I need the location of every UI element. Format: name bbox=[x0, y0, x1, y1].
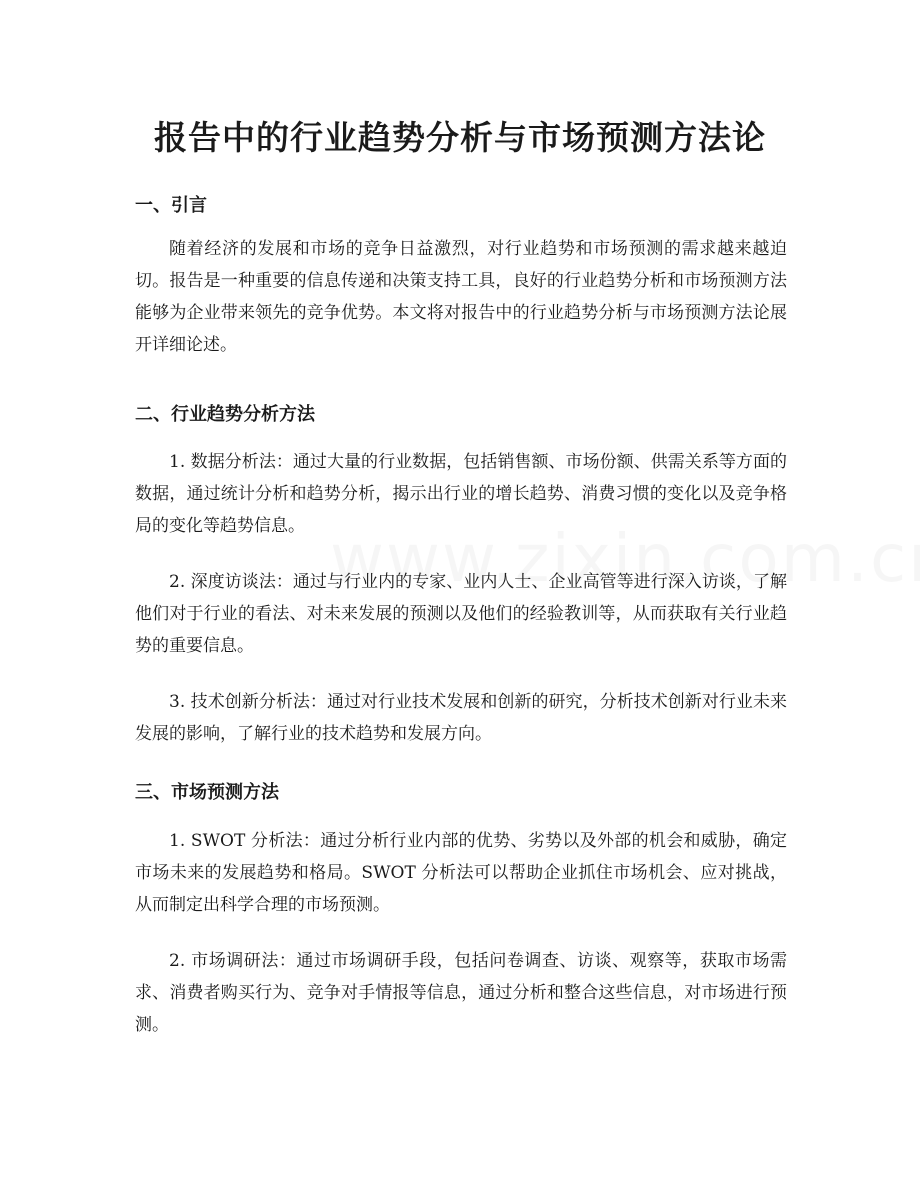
section-heading-intro: 一、引言 bbox=[135, 195, 207, 216]
paragraph-market-research: 2. 市场调研法：通过市场调研手段，包括问卷调查、访谈、观察等，获取市场需求、消费者购买行为、竞争对手情报等信息，通过分析和整合这些信息，对市场进行预测。 bbox=[135, 951, 787, 1035]
document-title: 报告中的行业趋势分析与市场预测方法论 bbox=[154, 118, 766, 157]
paragraph-swot: 1. SWOT 分析法：通过分析行业内部的优势、劣势以及外部的机会和威胁，确定市场未来的发展趋势和格局。SWOT 分析法可以帮助企业抓住市场机会、应对挑战，从而制定出科学合理的市场预测。 bbox=[135, 831, 787, 915]
section-heading-market-forecast: 三、市场预测方法 bbox=[135, 782, 279, 803]
paragraph-data-analysis: 1. 数据分析法：通过大量的行业数据，包括销售额、市场份额、供需关系等方面的数据，通过统计分析和趋势分析，揭示出行业的增长趋势、消费习惯的变化以及竞争格局的变化等趋势信息。 bbox=[135, 452, 787, 536]
section-heading-industry-trend: 二、行业趋势分析方法 bbox=[135, 404, 315, 425]
paragraph-in-depth-interview: 2. 深度访谈法：通过与行业内的专家、业内人士、企业高管等进行深入访谈，了解他们对于行业的看法、对未来发展的预测以及他们的经验教训等，从而获取有关行业趋势的重要信息。 bbox=[135, 572, 787, 656]
paragraph-tech-innovation: 3. 技术创新分析法：通过对行业技术发展和创新的研究，分析技术创新对行业未来发展的影响，了解行业的技术趋势和发展方向。 bbox=[135, 692, 787, 744]
paragraph-intro: 随着经济的发展和市场的竞争日益激烈，对行业趋势和市场预测的需求越来越迫切。报告是一种重要的信息传递和决策支持工具，良好的行业趋势分析和市场预测方法能够为企业带来领先的竞争优势。本文将对报告中的行业趋势分析与市场预测方法论展开详细论述。 bbox=[135, 239, 787, 355]
